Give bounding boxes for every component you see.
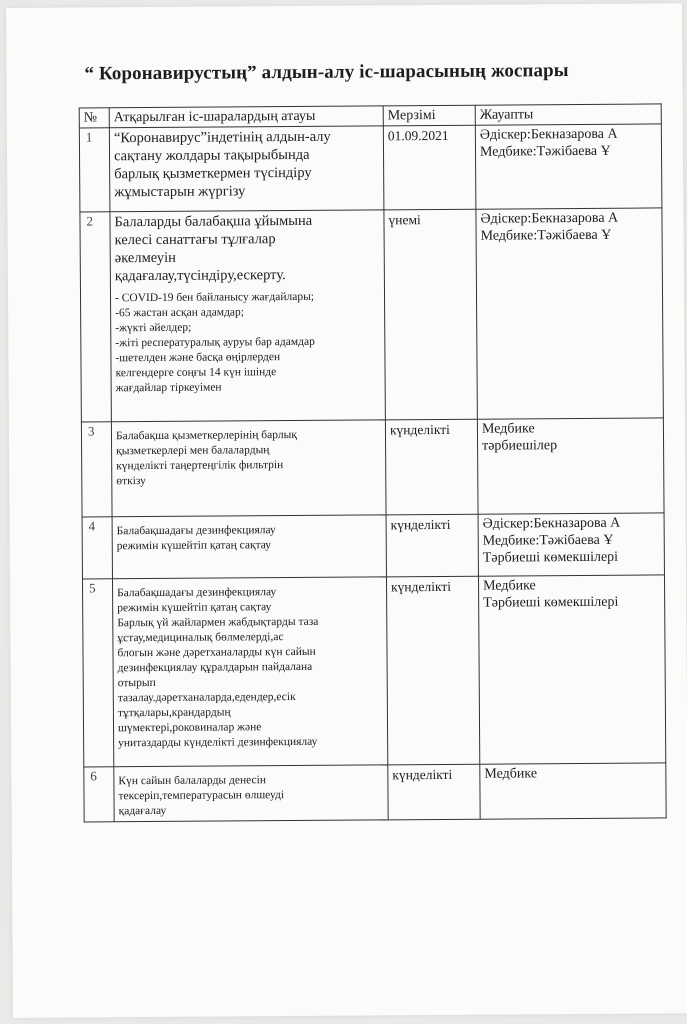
deadline-cell: күнделікті	[386, 514, 478, 577]
responsible-person: Медбике	[484, 766, 538, 782]
responsible-cell	[480, 763, 666, 819]
header-deadline: Мерзімі	[383, 105, 475, 126]
responsible-cell	[475, 124, 662, 209]
deadline-cell: үнемі	[384, 209, 477, 420]
activity-detail-line: режимін күшейтіп қатаң сақтау	[116, 539, 272, 553]
activity-line: барлық қызметкермен түсіндіру	[114, 164, 312, 183]
activity-detail-line: шүмектері,роковиналар және	[117, 721, 262, 735]
table-row	[82, 513, 664, 579]
activity-detail-line: унитаздарды күнделікті дезинфекциялау	[118, 735, 318, 750]
table-row	[84, 763, 666, 822]
responsible-person: Медбике:Тәжібаева Ұ	[482, 532, 614, 549]
responsible-cell	[478, 575, 665, 764]
plan-table	[79, 103, 667, 822]
activity-detail-line: -жүкті әйелдер;	[115, 321, 192, 335]
activity-cell	[114, 765, 388, 822]
responsible-cell	[477, 418, 664, 514]
responsible-person: Тәрбиеші көмекшілері	[482, 549, 619, 566]
table-row	[80, 208, 663, 422]
activity-detail-line: Балабақшадағы дезинфекциялау	[116, 524, 276, 538]
responsible-person: Әдіскер:Бекназарова А	[480, 210, 619, 227]
deadline-cell: күнделікті	[388, 764, 480, 820]
responsible-person: Тәрбиеші көмекшілері	[483, 594, 619, 611]
responsible-person: Әдіскер:Бекназарова А	[482, 515, 621, 532]
activity-detail-line: дезинфекциялау құралдарын пайдалана	[117, 660, 313, 675]
deadline-cell: күнделікті	[385, 419, 478, 515]
header-responsible: Жауапты	[475, 104, 661, 125]
deadline-cell: күнделікті	[386, 576, 479, 765]
activity-detail-line: отырып	[117, 676, 156, 690]
activity-detail-line: Балабақшадағы дезинфекциялау	[117, 586, 277, 600]
table-row	[82, 575, 665, 767]
responsible-cell	[478, 513, 664, 576]
activity-detail-line: - COVID-19 бен байланысу жағдайлары;	[114, 290, 315, 305]
activity-detail-line: тексеріп,температурасын өлшеуді	[118, 789, 285, 803]
responsible-cell	[476, 208, 663, 419]
document-page	[6, 3, 687, 1018]
activity-detail-line: келгендерге соңғы 14 күн ішінде	[115, 366, 277, 380]
activity-line: келесі санаттағы тұлғалар	[114, 231, 276, 249]
activity-detail-line: өткізу	[116, 475, 146, 488]
header-activity: Атқарылған іс-шаралардың атауы	[109, 106, 383, 128]
activity-detail-line: Барлық үй жайлармен жабдықтарды таза	[117, 615, 319, 630]
row-number: 4	[82, 517, 112, 579]
activity-detail-line: -шетелден және басқа өңірлерден	[115, 351, 281, 365]
activity-detail-line: қадағалау	[118, 804, 167, 818]
responsible-person: Медбике:Тәжібаева Ұ	[479, 143, 611, 160]
activity-detail-line: күнделікті таңертеңгілік фильтрін	[116, 459, 284, 473]
activity-detail-line: қызметкерлері мен балалардың	[116, 444, 270, 458]
activity-cell	[111, 420, 386, 517]
activity-detail-line: тазалау.дәретханаларда,едендер,есік	[117, 690, 296, 705]
header-num: №	[79, 108, 109, 128]
responsible-person: Медбике	[481, 421, 535, 437]
activity-line: қадағалау,түсіндіру,ескерту.	[114, 267, 286, 285]
row-number: 2	[80, 212, 111, 422]
responsible-person: Медбике:Тәжібаева Ұ	[480, 227, 612, 244]
activity-cell	[112, 577, 387, 767]
row-number: 6	[84, 767, 114, 822]
activity-detail-line: блогын және дәретханаларды күн сайын	[117, 645, 316, 660]
table-row	[79, 124, 662, 212]
activity-detail-line: -жіті респературалық ауруы бар адамдар	[115, 335, 315, 350]
activity-detail-line: тұтқалары,крандардың	[117, 706, 231, 720]
activity-cell	[109, 126, 384, 212]
activity-cell	[112, 515, 386, 579]
deadline-cell: 01.09.2021	[383, 125, 476, 210]
activity-detail-line: ұстау,медициналық бөлмелерді,ас	[117, 631, 284, 645]
activity-detail-line: Балабақша қызметкерлерінің барлық	[115, 428, 297, 443]
activity-detail-line: -65 жастан асқан адамдар;	[115, 306, 245, 320]
page-title: “ Коронавирустың” алдын-алу іс-шарасының жоспары	[84, 60, 569, 85]
responsible-person: Әдіскер:Бекназарова А	[479, 126, 618, 143]
activity-line: Балаларды балабақша ұйымына	[114, 212, 313, 231]
activity-detail-line: режимін күшейтіп қатаң сақтау	[117, 601, 272, 615]
activity-line: сақтану жолдары тақырыбында	[113, 146, 310, 165]
activity-line: “Коронавирус”індетінің алдын-алу	[113, 128, 331, 147]
activity-detail-line: жағдайлар тіркеуімен	[115, 381, 222, 395]
activity-detail-line: Күн сайын балаларды денесін	[118, 774, 267, 788]
activity-line: жұмыстарын жүргізу	[114, 183, 246, 201]
responsible-person: тәрбиешілер	[482, 438, 558, 454]
activity-line: әкелмеуін	[114, 249, 176, 267]
row-number: 5	[82, 579, 113, 767]
row-number: 1	[79, 128, 110, 212]
responsible-person: Медбике	[482, 578, 536, 594]
activity-cell	[110, 210, 385, 422]
table-row	[81, 418, 664, 517]
row-number: 3	[81, 422, 112, 517]
